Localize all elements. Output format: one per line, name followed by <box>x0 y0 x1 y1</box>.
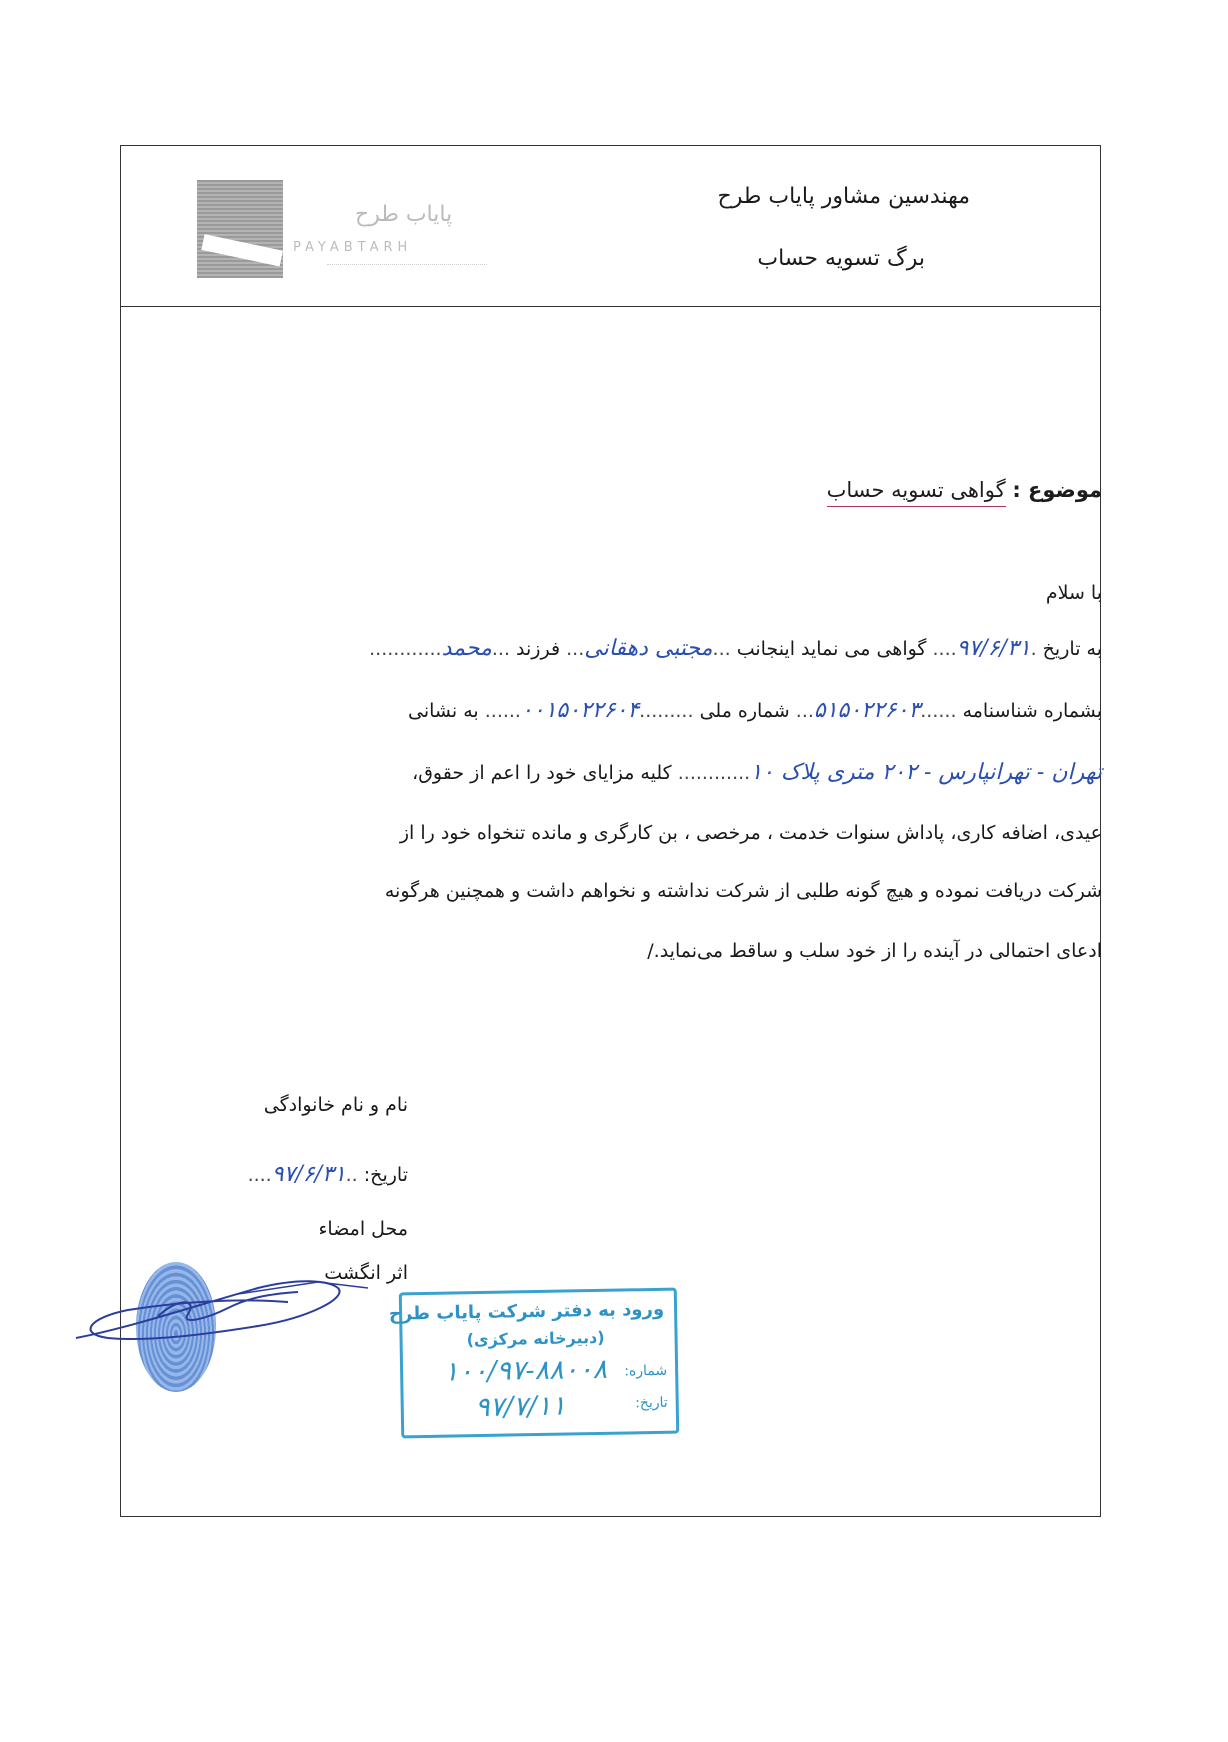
body-line-3: تهران - تهرانپارس - ۲۰۲ متری پلاک ۱۰............ کلیه مزایای خود را اعم از حقوق، <box>412 760 1102 785</box>
name-label: نام و نام خانوادگی <box>263 1094 408 1116</box>
handwritten-id-number: ۵۱۵۰۲۲۶۰۳ <box>813 698 921 723</box>
body-text: به نشانی <box>408 700 479 722</box>
registry-stamp <box>388 1288 680 1439</box>
subject-line <box>827 478 1102 502</box>
subject-label: موضوع : <box>1012 478 1102 502</box>
greeting: با سلام <box>1045 582 1102 604</box>
stamp-date-label: تاریخ: <box>635 1394 668 1412</box>
body-line-2: بشماره شناسنامه ......۵۱۵۰۲۲۶۰۳... شماره ملی .........۰۰۱۵۰۲۲۶۰۴...... به نشانی <box>408 698 1102 723</box>
handwritten-address: تهران - تهرانپارس - ۲۰۲ متری پلاک ۱۰ <box>750 760 1102 785</box>
date-label: تاریخ: <box>363 1164 408 1186</box>
body-text: گواهی می نماید اینجانب <box>736 638 927 660</box>
body-line-5: شرکت دریافت نموده و هیچ گونه طلبی از شرکت نداشته و نخواهم داشت و همچنین هرگونه <box>384 880 1102 902</box>
document-header <box>121 146 1100 307</box>
handwritten-date: ۹۷/۶/۳۱ <box>956 636 1031 661</box>
logo-text-fa: پایاب طرح <box>355 202 453 227</box>
logo-tagline-rule <box>327 264 487 268</box>
date-line: تاریخ: ..۹۷/۶/۳۱.... <box>247 1162 408 1187</box>
stamp-date-value: ۹۷/۷/۱۱ <box>474 1390 567 1424</box>
body-text: به تاریخ <box>1042 638 1102 660</box>
handwritten-sign-date: ۹۷/۶/۳۱ <box>271 1162 346 1187</box>
form-title: برگ تسویه حساب <box>757 246 925 271</box>
body-line-1: به تاریخ .۹۷/۶/۳۱.... گواهی می نماید اینجانب ...مجتبی دهقانی... فرزند ...محمد............ <box>369 636 1102 661</box>
subject-value: گواهی تسویه حساب <box>827 478 1006 507</box>
signature-icon <box>68 1258 388 1358</box>
payabtarh-logo-icon <box>197 180 497 280</box>
body-line-4: عیدی، اضافه کاری، پاداش سنوات خدمت ، مرخصی ، بن کارگری و مانده تنخواه خود را از <box>399 822 1102 844</box>
logo-text-en: PAYABTARH <box>293 240 413 255</box>
body-text: کلیه مزایای خود را اعم از حقوق، <box>412 762 672 784</box>
handwritten-national-id: ۰۰۱۵۰۲۲۶۰۴ <box>520 698 640 723</box>
body-text: شماره ملی <box>699 700 790 722</box>
stamp-number-value: ۱۰۰/۹۷-۸۸۰۰۸ <box>443 1353 608 1388</box>
stamp-subtitle: (دبیرخانه مرکزی) <box>466 1327 605 1350</box>
logo-mark <box>197 180 283 278</box>
fingerprint-label: اثر انگشت <box>324 1262 408 1284</box>
company-name: مهندسین مشاور پایاب طرح <box>717 184 970 209</box>
handwritten-name: مجتبی دهقانی <box>584 636 713 661</box>
body-line-6: ادعای احتمالی در آینده را از خود سلب و ساقط می‌نماید./ <box>647 940 1102 962</box>
body-text: فرزند <box>516 638 561 660</box>
handwritten-father-name: محمد <box>441 636 492 661</box>
stamp-number-label: شماره: <box>624 1362 668 1380</box>
body-text: بشماره شناسنامه <box>962 700 1102 722</box>
stamp-title: ورود به دفتر شرکت پایاب طرح <box>388 1298 665 1325</box>
sign-label: محل امضاء <box>318 1218 408 1240</box>
